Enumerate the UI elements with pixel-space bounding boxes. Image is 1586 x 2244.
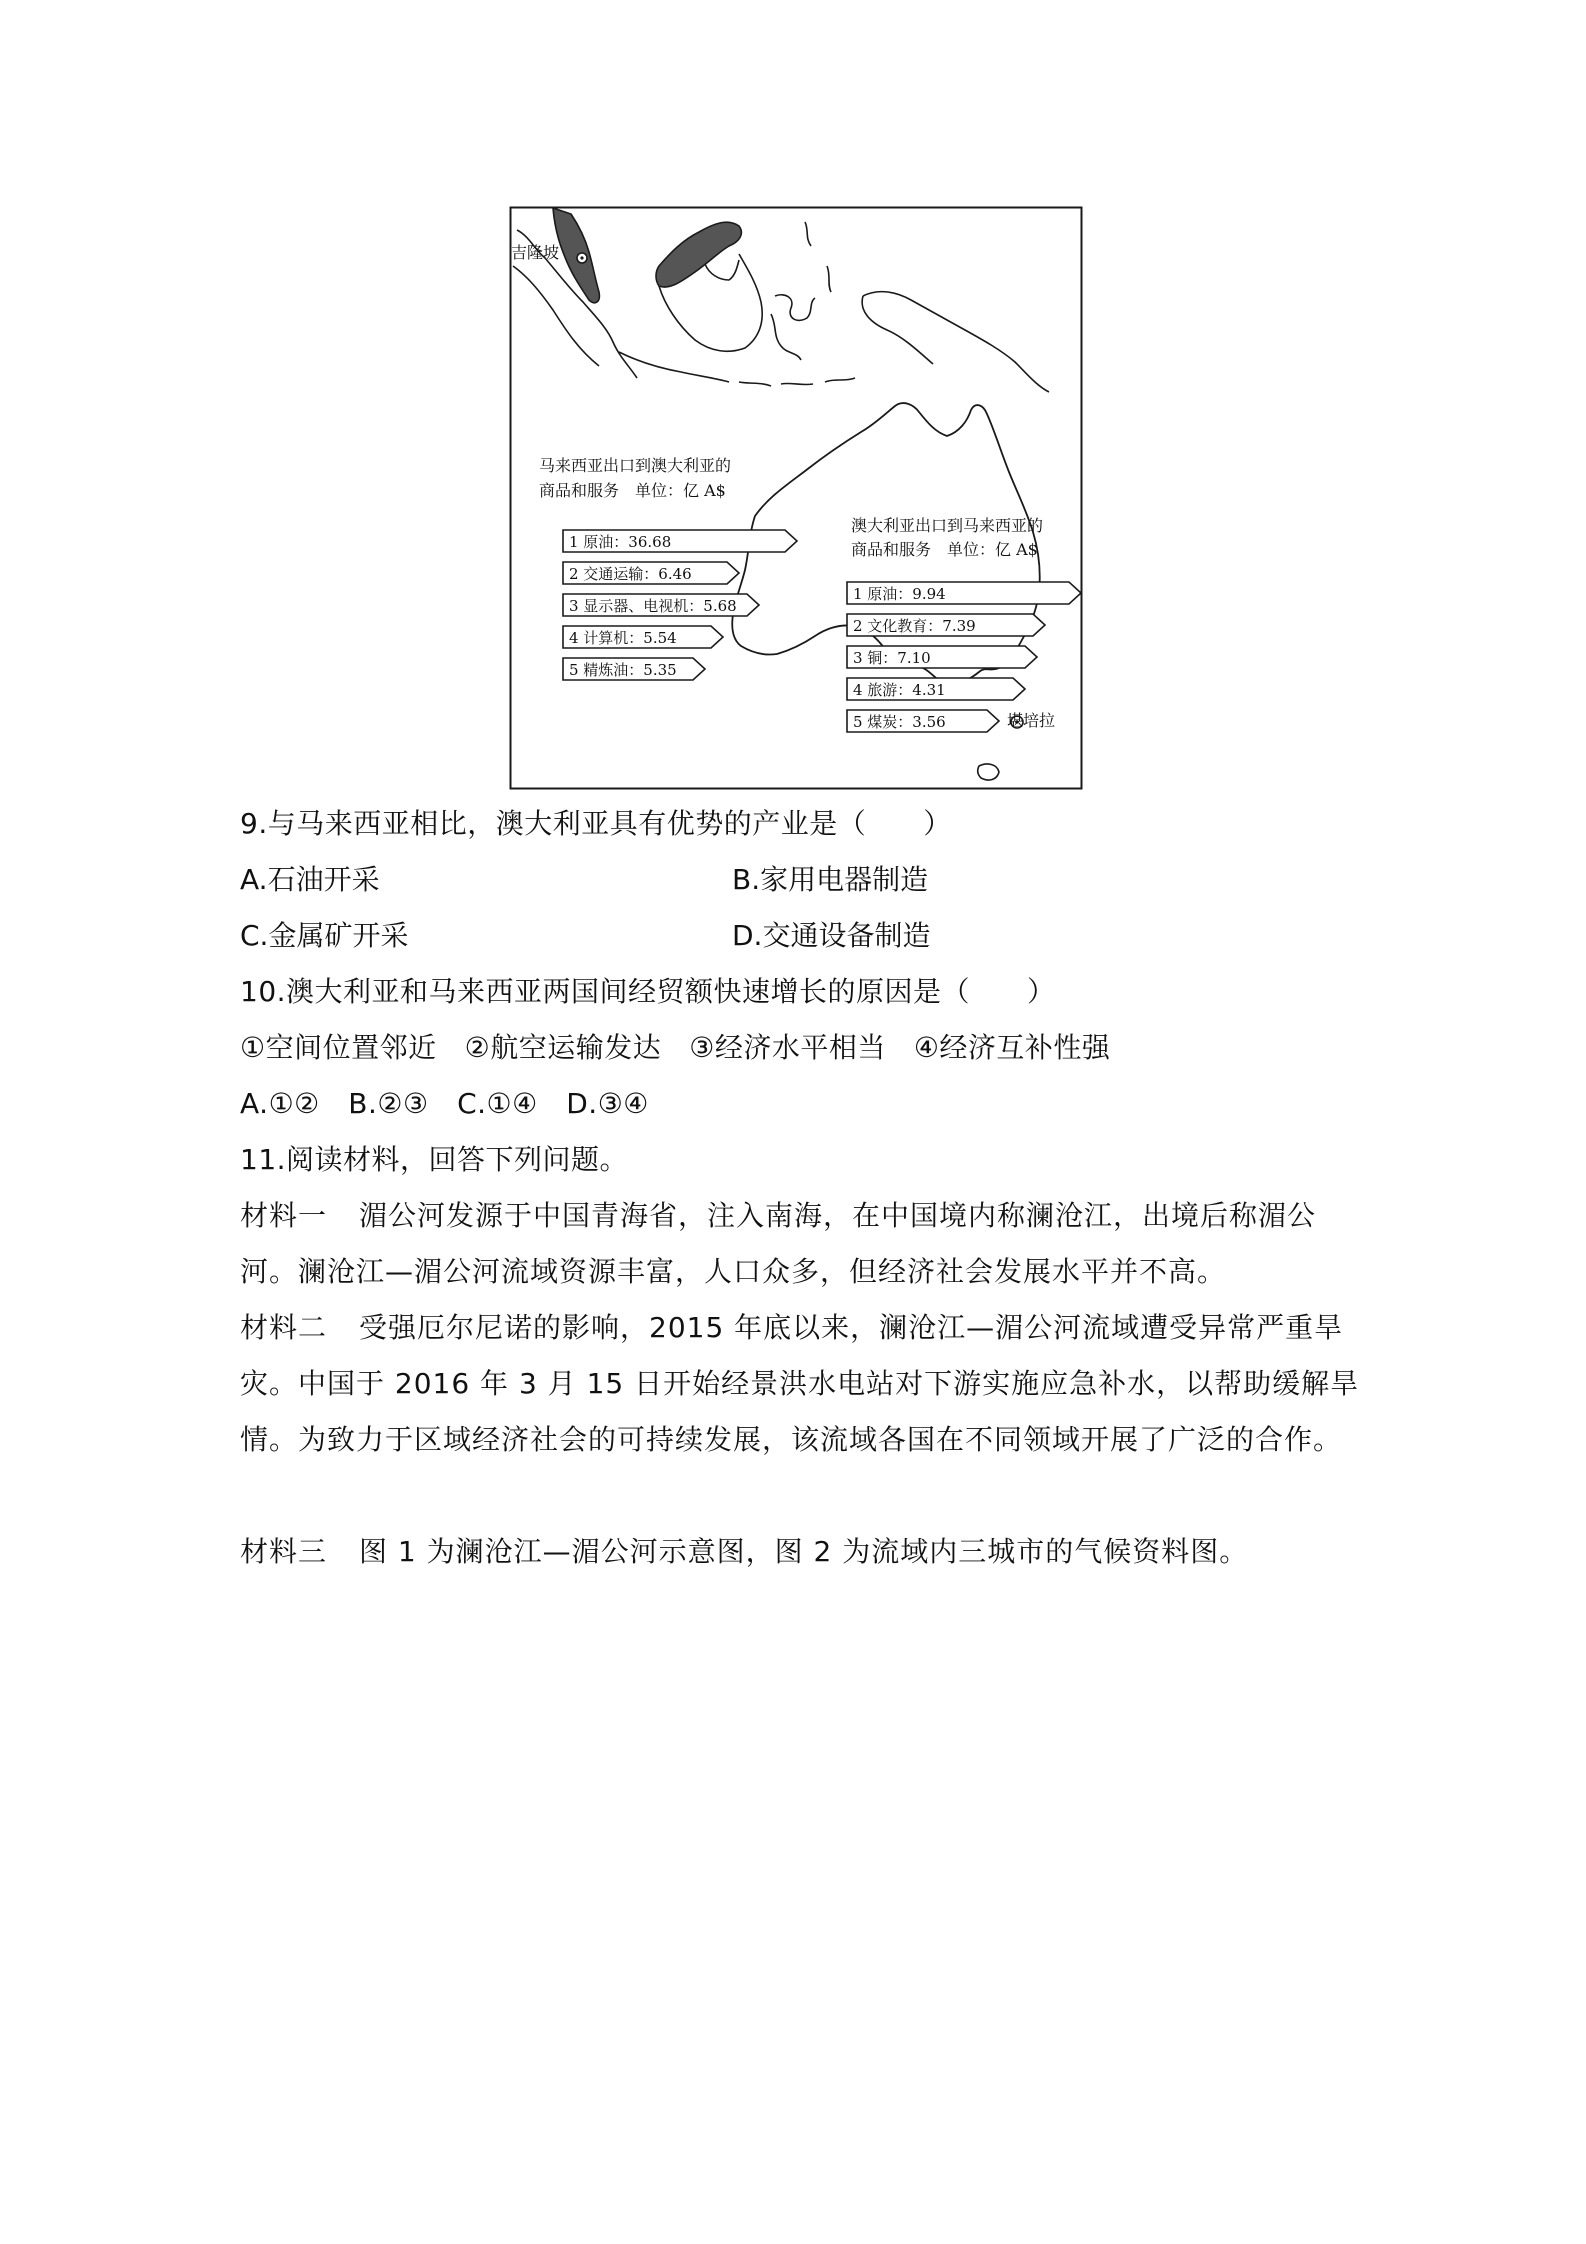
q9-option-a: A.石油开采 <box>240 863 380 896</box>
my-to-au-item-1: 1 原油：36.68 <box>569 533 672 551</box>
au-to-my-item-1: 1 原油：9.94 <box>853 585 946 603</box>
q10-statement-1: ①空间位置邻近 <box>240 1031 437 1064</box>
q9-option-d: D.交通设备制造 <box>732 919 931 952</box>
q10-options: A.①② B.②③ C.①④ D.③④ <box>240 1087 649 1120</box>
q10-statement-4: ④经济互补性强 <box>913 1031 1111 1064</box>
material-2-text: 受强厄尔尼诺的影响，2015 年底以来，澜沧江—湄公河流域遭受异常严重旱灾。中国于 2016 年 3 月 15 日开始经景洪水电站对下游实施应急补水，以帮助缓解旱情。为致力于区域经济社会的可持续发展，该流域各国在不同领域开展了广泛的合作。 <box>240 1311 1360 1456</box>
material-1-text: 湄公河发源于中国青海省，注入南海，在中国境内称澜沧江，出境后称湄公河。澜沧江—湄公河流域资源丰富，人口众多，但经济社会发展水平并不高。 <box>240 1199 1317 1288</box>
q9-stem: 9.与马来西亚相比，澳大利亚具有优势的产业是（ ） <box>240 807 952 840</box>
canberra-label: 堪培拉 <box>1007 711 1056 730</box>
my-to-au-item-2: 2 交通运输：6.46 <box>569 565 692 583</box>
my-to-au-title-line1: 马来西亚出口到澳大利亚的 <box>539 456 732 475</box>
q11-material-1 <box>240 1188 1370 1300</box>
au-to-my-title-line2: 商品和服务 单位：亿 A$ <box>851 540 1038 559</box>
q11-material-3 <box>240 1524 1370 1580</box>
kuala-lumpur-marker <box>577 253 587 263</box>
au-to-my-item-4: 4 旅游：4.31 <box>853 681 946 699</box>
q10-statements <box>240 1028 1110 1068</box>
q10-statement-2: ②航空运输发达 <box>464 1031 662 1064</box>
q11-stem: 11.阅读材料，回答下列问题。 <box>240 1143 629 1176</box>
au-to-my-item-5: 5 煤炭：3.56 <box>853 713 946 731</box>
material-3-label: 材料三 <box>240 1535 328 1568</box>
au-to-my-item-3: 3 铜：7.10 <box>853 649 931 667</box>
my-to-au-item-3: 3 显示器、电视机：5.68 <box>569 597 737 615</box>
material-1-label: 材料一 <box>240 1199 328 1232</box>
q11-material-2 <box>240 1300 1370 1468</box>
q9-option-c: C.金属矿开采 <box>240 919 409 952</box>
material-2-label: 材料二 <box>240 1311 328 1344</box>
material-3-text: 图 1 为澜沧江—湄公河示意图，图 2 为流域内三城市的气候资料图。 <box>359 1535 1249 1568</box>
q10-statement-3: ③经济水平相当 <box>689 1031 886 1064</box>
trade-map-figure <box>509 206 1083 790</box>
au-to-my-title-line1: 澳大利亚出口到马来西亚的 <box>851 516 1044 535</box>
q9-option-b: B.家用电器制造 <box>732 863 929 896</box>
q10-stem: 10.澳大利亚和马来西亚两国间经贸额快速增长的原因是（ ） <box>240 975 1056 1008</box>
my-to-au-item-5: 5 精炼油：5.35 <box>569 661 677 679</box>
kuala-lumpur-label: 吉隆坡 <box>511 243 560 262</box>
au-to-my-item-2: 2 文化教育：7.39 <box>853 617 976 635</box>
my-to-au-item-4: 4 计算机：5.54 <box>569 629 677 647</box>
my-to-au-title-line2: 商品和服务 单位：亿 A$ <box>539 481 726 500</box>
